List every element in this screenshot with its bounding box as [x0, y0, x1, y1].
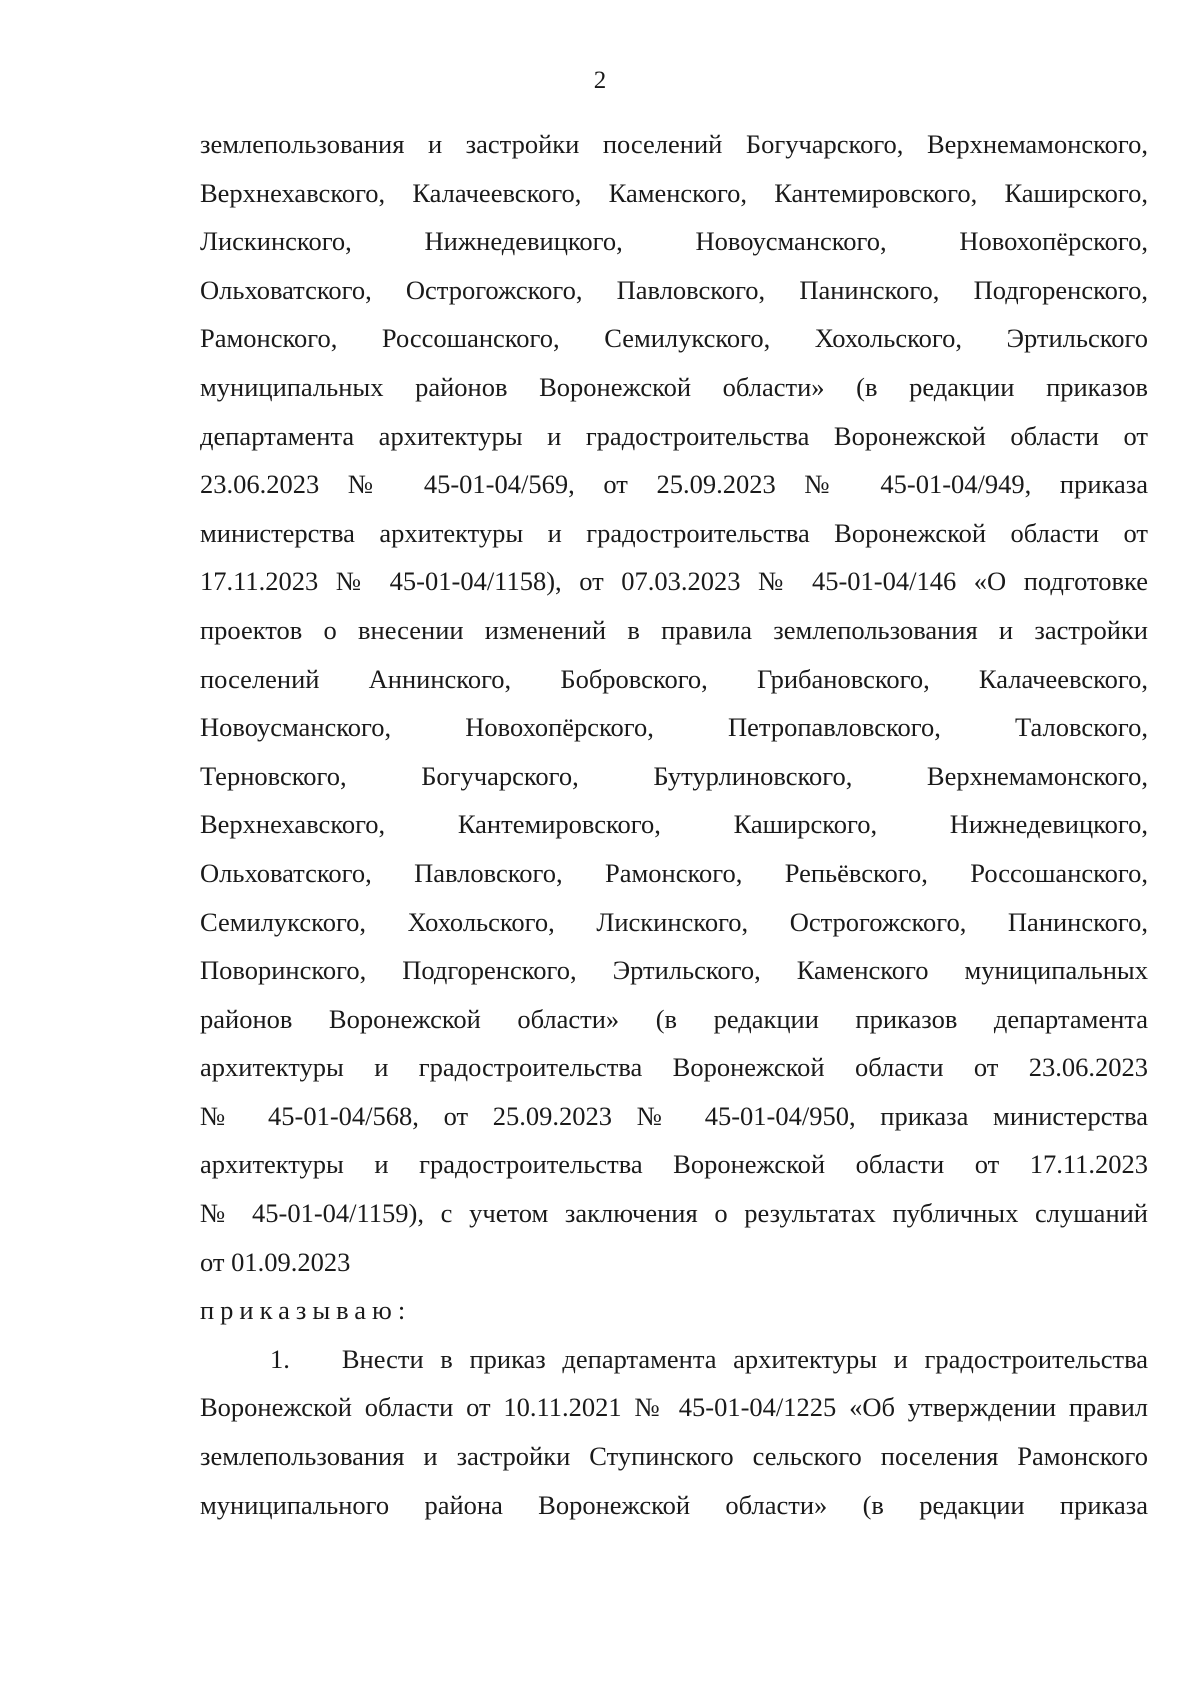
text-line: Верхнехавского, Калачеевского, Каменского, Кантемировского, Каширского, — [200, 177, 1148, 208]
text-line: Ольховатского, Павловского, Рамонского, Репьёвского, Россошанского, — [200, 857, 1148, 888]
text-line: Семилукского, Хохольского, Лискинского, Острогожского, Панинского, — [200, 906, 1148, 937]
text-line: Лискинского, Нижнедевицкого, Новоусманского, Новохопёрского, — [200, 226, 1148, 257]
text-line: проектов о внесении изменений в правила землепользования и застройки — [200, 614, 1148, 645]
text-line: министерства архитектуры и градостроительства Воронежской области от — [200, 517, 1148, 548]
text-line: Ольховатского, Острогожского, Павловского, Панинского, Подгоренского, — [200, 274, 1148, 305]
text-line: Поворинского, Подгоренского, Эртильского, Каменского муниципальных — [200, 955, 1148, 986]
text-line: архитектуры и градостроительства Воронежской области от 23.06.2023 — [200, 1052, 1148, 1083]
item-1-number: 1. — [270, 1343, 290, 1374]
text-line: Воронежской области от 10.11.2021 № 45-01-04/1225 «Об утверждении правил — [200, 1392, 1148, 1423]
text-line: муниципальных районов Воронежской области» (в редакции приказов — [200, 371, 1148, 402]
page-number: 2 — [593, 67, 607, 94]
text-line: поселений Аннинского, Бобровского, Грибановского, Калачеевского, — [200, 663, 1148, 694]
text-line: Новоусманского, Новохопёрского, Петропавловского, Таловского, — [200, 712, 1148, 743]
item-1-first-text: Внести в приказ департамента архитектуры и градостроительства — [341, 1343, 1148, 1374]
order-word: приказываю: — [200, 1295, 412, 1326]
order-word-paragraph — [200, 1286, 1148, 1335]
text-line: землепользования и застройки поселений Богучарского, Верхнемамонского, — [200, 129, 1148, 159]
text-line: Терновского, Богучарского, Бутурлиновского, Верхнемамонского, — [200, 760, 1148, 791]
text-line: землепользования и застройки Ступинского сельского поселения Рамонского — [200, 1441, 1148, 1472]
text-line: архитектуры и градостроительства Воронежской области от 17.11.2023 — [200, 1149, 1148, 1180]
text-line: муниципального района Воронежской области» (в редакции приказа — [200, 1489, 1148, 1520]
item-1-first-line — [200, 1335, 1148, 1384]
text-line: районов Воронежской области» (в редакции приказов департамента — [200, 1003, 1148, 1034]
text-line: 17.11.2023 № 45-01-04/1158), от 07.03.2023 № 45-01-04/146 «О подготовке — [200, 566, 1148, 597]
document-body — [200, 120, 1148, 1529]
text-line: от 01.09.2023 — [200, 1246, 351, 1277]
text-line: № 45-01-04/1159), с учетом заключения о результатах публичных слушаний — [200, 1198, 1148, 1229]
paragraph-preamble — [200, 120, 1148, 1286]
text-line: 23.06.2023 № 45-01-04/569, от 25.09.2023 № 45-01-04/949, приказа — [200, 469, 1148, 500]
text-line: Верхнехавского, Кантемировского, Каширского, Нижнедевицкого, — [200, 809, 1148, 840]
text-line: Рамонского, Россошанского, Семилукского, Хохольского, Эртильского — [200, 323, 1148, 354]
text-line: № 45-01-04/568, от 25.09.2023 № 45-01-04/950, приказа министерства — [200, 1100, 1148, 1131]
item-1-paragraph — [200, 1335, 1148, 1529]
text-line: департамента архитектуры и градостроительства Воронежской области от — [200, 420, 1148, 451]
